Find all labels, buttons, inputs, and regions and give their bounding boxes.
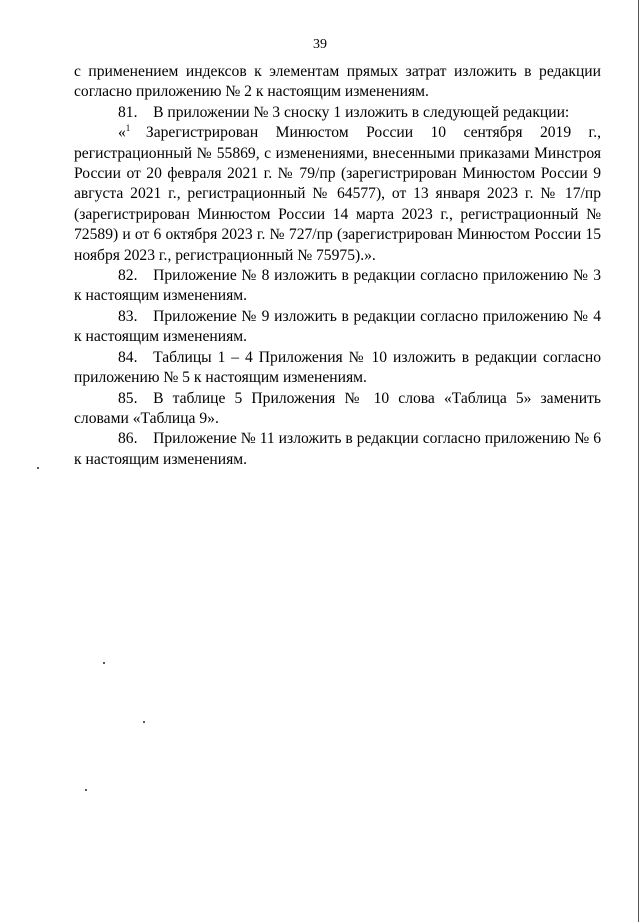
scan-edge [638,0,639,922]
paragraph-81-footnote [74,123,601,266]
paragraph-continuation: с применением индексов к элементам прямых затрат изложить в редакции согласно приложению № 2 к настоящим изменениям. [74,63,601,101]
page-number: 39 [313,37,327,52]
document-body [74,62,601,470]
footnote-text: Зарегистрирован Минюстом России 10 сентября 2019 г., регистрационный № 55869, с изменениями, внесенными приказами Минстроя России от 20 февраля 2021 г. № 79/пр (зарегистрирован Минюстом России 9 августа 2021 г., регистрационный № 64577), от 13 января 2023 г. № 17/пр (зарегистрирован Минюстом России 14 марта 2023 г., регистрационный № 72589) и от 6 октября 2023 г. № 727/пр (зарегистрирован Минюстом России 15 ноября 2023 г., регистрационный № 75975).». [74,124,601,264]
scan-speck [85,789,87,791]
paragraph-86: 86. Приложение № 11 изложить в редакции согласно приложению № 6 к настоящим изменениям. [74,430,601,468]
paragraph-85: 85. В таблице 5 Приложения № 10 слова «Таблица 5» заменить словами «Таблица 9». [74,389,601,427]
paragraph-83: 83. Приложение № 9 изложить в редакции согласно приложению № 4 к настоящим изменениям. [74,307,601,346]
scan-speck [37,467,39,469]
paragraph-84: 84. Таблицы 1 – 4 Приложения № 10 изложить в редакции согласно приложению № 5 к настоящим изменениям. [74,348,601,387]
footnote-marker: 1 [125,123,131,134]
scan-speck [103,662,105,664]
scan-speck [143,721,145,723]
paragraph-82: 82. Приложение № 8 изложить в редакции согласно приложению № 3 к настоящим изменениям. [74,267,601,305]
open-quote: « [118,124,126,142]
paragraph-81: 81. В приложении № 3 сноску 1 изложить в следующей редакции: [118,103,570,121]
